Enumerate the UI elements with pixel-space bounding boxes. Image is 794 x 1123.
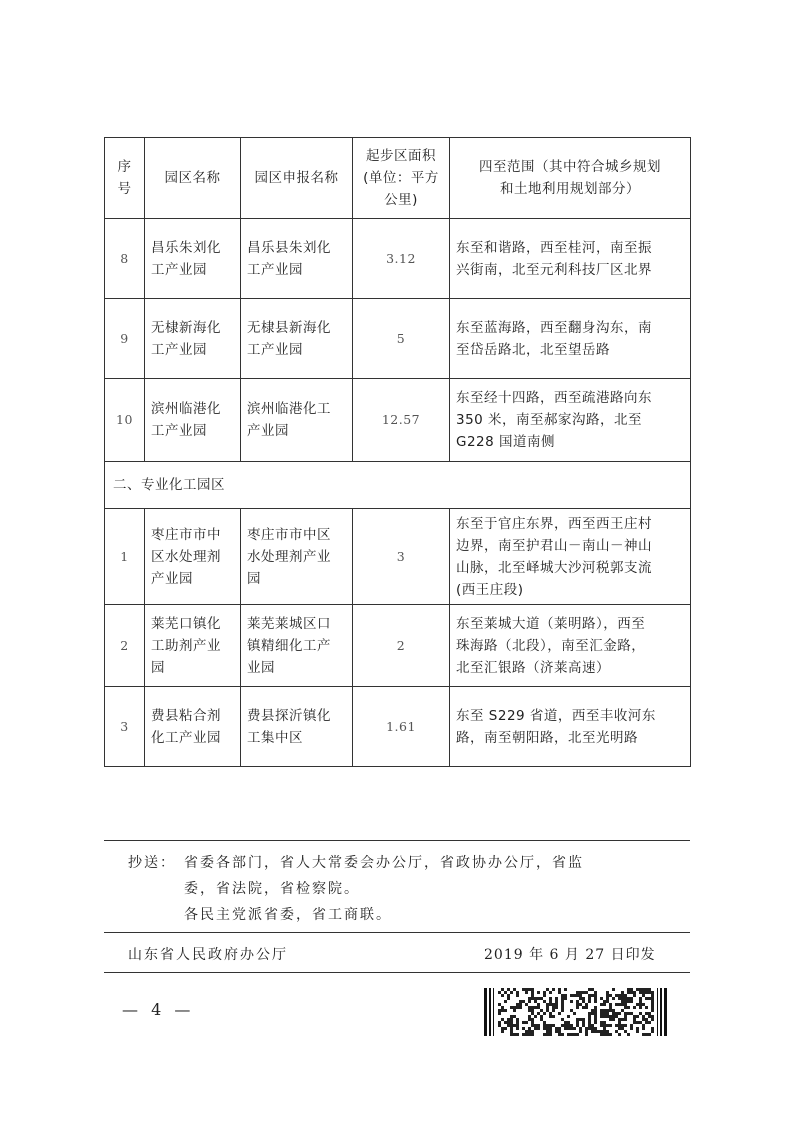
- cc-line-2: 委，省法院，省检察院。: [184, 881, 360, 897]
- cell-park-name: [145, 687, 241, 767]
- cell-declared-name-line: 莱芜莱城区口: [247, 615, 331, 632]
- cell-park-name-line: 化工产业园: [151, 729, 221, 746]
- cell-scope-line: 边界，南至护君山－南山－神山: [456, 537, 652, 554]
- cell-scope: [450, 687, 691, 767]
- cell-park-name-line: 昌乐朱刘化: [151, 239, 221, 256]
- header-park-name: 园区名称: [145, 138, 241, 219]
- cell-scope-line: 东至蓝海路，西至翻身沟东，南: [456, 319, 652, 336]
- cell-scope-line: 东至 S229 省道，西至丰收河东: [456, 707, 656, 724]
- cell-declared-name-line: 工产业园: [247, 261, 303, 278]
- cell-declared-name: [241, 379, 353, 462]
- cell-park-name-line: 园: [151, 659, 165, 676]
- table-row: [105, 605, 691, 687]
- cell-park-name-line: 工产业园: [151, 423, 207, 439]
- table-header-row: [105, 138, 691, 219]
- cell-declared-name-line: 工产业园: [247, 341, 303, 358]
- cell-scope: [450, 219, 691, 299]
- cell-area: 5: [353, 299, 450, 379]
- cell-scope-line: G228 国道南侧: [456, 434, 556, 450]
- cell-scope-line: 北至汇银路（济莱高速）: [456, 659, 610, 676]
- table-row: [105, 379, 691, 462]
- cell-declared-name-line: 水处理剂产业: [247, 548, 331, 565]
- cell-park-name-line: 区水处理剂: [151, 548, 221, 565]
- cell-declared-name-line: 昌乐县朱刘化: [247, 239, 331, 256]
- issuer: 山东省人民政府办公厅: [128, 947, 288, 963]
- cell-park-name-line: 莱芜口镇化: [151, 615, 221, 632]
- page-number: — 4 —: [122, 1000, 195, 1019]
- cc-line-3: 各民主党派省委，省工商联。: [184, 907, 392, 923]
- cell-declared-name: [241, 605, 353, 687]
- cell-declared-name-line: 镇精细化工产: [247, 637, 331, 654]
- cell-declared-name: [241, 299, 353, 379]
- cc-bottom-rule: [104, 972, 690, 973]
- section-title: 二、专业化工园区: [105, 462, 691, 509]
- section-row: [105, 462, 691, 509]
- cell-area: 2: [353, 605, 450, 687]
- cell-scope-line: (西王庄段): [456, 581, 524, 598]
- cell-scope-line: 东至莱城大道（莱明路），西至: [456, 615, 646, 632]
- cell-scope-line: 珠海路（北段），南至汇金路，: [456, 637, 646, 654]
- header-declared-name: 园区申报名称: [241, 138, 353, 219]
- cell-area: 3: [353, 509, 450, 605]
- cell-scope-line: 兴街南，北至元利科技厂区北界: [456, 261, 652, 278]
- cell-park-name-line: 产业园: [151, 570, 193, 587]
- cell-serial: 10: [105, 379, 145, 462]
- header-scope-line: 四至范围（其中符合城乡规划: [479, 159, 661, 175]
- cell-scope-line: 山脉，北至峄城大沙河税郭支流: [456, 559, 652, 576]
- cell-declared-name: [241, 687, 353, 767]
- cc-top-rule: [104, 840, 690, 841]
- cell-declared-name-line: 工集中区: [247, 729, 303, 746]
- cell-area: 3.12: [353, 219, 450, 299]
- header-scope-line: 和土地利用规划部分）: [500, 181, 640, 197]
- header-scope: [450, 138, 691, 219]
- cell-scope: [450, 605, 691, 687]
- cell-park-name-line: 枣庄市市中: [151, 526, 221, 543]
- cell-scope-line: 东至经十四路，西至疏港路向东: [456, 390, 652, 406]
- print-date: 2019 年 6 月 27 日印发: [484, 947, 656, 963]
- cell-serial: 2: [105, 605, 145, 687]
- cell-declared-name-line: 费县探沂镇化: [247, 707, 331, 724]
- cell-park-name-line: 工助剂产业: [151, 637, 221, 654]
- cell-serial: 9: [105, 299, 145, 379]
- cell-scope: [450, 379, 691, 462]
- cell-serial: 1: [105, 509, 145, 605]
- cell-declared-name-line: 无棣县新海化: [247, 319, 331, 336]
- table-row: [105, 687, 691, 767]
- cell-scope-line: 至岱岳路北，北至望岳路: [456, 341, 610, 358]
- cell-declared-name-line: 业园: [247, 659, 275, 676]
- cell-declared-name-line: 产业园: [247, 423, 289, 439]
- table-row: [105, 219, 691, 299]
- cell-park-name-line: 工产业园: [151, 261, 207, 278]
- cell-declared-name-line: 枣庄市市中区: [247, 526, 331, 543]
- cc-label: 抄送：: [128, 855, 176, 871]
- cell-park-name: [145, 605, 241, 687]
- cell-park-name-line: 工产业园: [151, 341, 207, 358]
- cell-scope-line: 350 米，南至郝家沟路，北至: [456, 412, 643, 428]
- header-serial: 序号: [105, 138, 145, 219]
- cell-scope-line: 路，南至朝阳路，北至光明路: [456, 729, 638, 746]
- cell-park-name: [145, 379, 241, 462]
- barcode-image: [484, 988, 670, 1036]
- cell-scope: [450, 509, 691, 605]
- cell-park-name: [145, 219, 241, 299]
- cell-scope-line: 东至和谐路，西至桂河，南至振: [456, 239, 652, 256]
- table-row: [105, 509, 691, 605]
- cell-scope-line: 东至于官庄东界，西至西王庄村: [456, 515, 652, 532]
- cell-declared-name-line: 园: [247, 570, 261, 587]
- cell-park-name-line: 费县粘合剂: [151, 707, 221, 724]
- header-area: [353, 138, 450, 219]
- cell-scope: [450, 299, 691, 379]
- cell-serial: 3: [105, 687, 145, 767]
- cell-park-name-line: 滨州临港化: [151, 401, 221, 417]
- header-area-line: 公里): [384, 192, 418, 208]
- cell-park-name-line: 无棣新海化: [151, 319, 221, 336]
- cell-park-name: [145, 299, 241, 379]
- parks-table: [104, 137, 691, 767]
- cell-park-name: [145, 509, 241, 605]
- cell-declared-name: [241, 509, 353, 605]
- cell-declared-name: [241, 219, 353, 299]
- cc-middle-rule: [104, 932, 690, 933]
- cell-serial: 8: [105, 219, 145, 299]
- cell-area: 1.61: [353, 687, 450, 767]
- cc-line-1: 省委各部门，省人大常委会办公厅，省政协办公厅，省监: [184, 855, 584, 871]
- cell-declared-name-line: 滨州临港化工: [247, 401, 331, 417]
- header-area-line: (单位：平方: [363, 170, 439, 186]
- table-row: [105, 299, 691, 379]
- cell-area: 12.57: [353, 379, 450, 462]
- header-area-line: 起步区面积: [366, 148, 436, 164]
